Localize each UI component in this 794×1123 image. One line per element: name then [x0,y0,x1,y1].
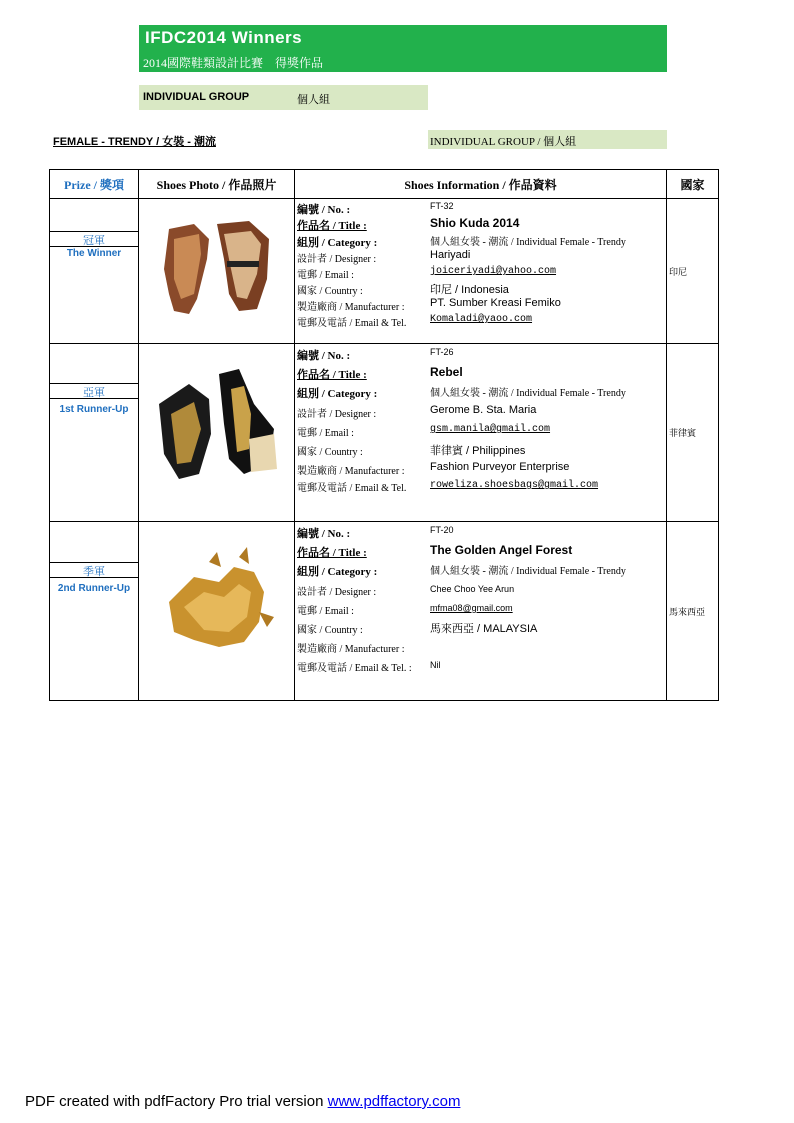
country-cell: 菲律賓 [667,344,719,522]
value-category: 個人組女裝 - 潮流 / Individual Female - Trendy [430,566,626,577]
prize-cell [50,344,139,522]
prize-cell [50,522,139,701]
footer-text: PDF created with pdfFactory Pro trial version [25,1093,328,1110]
value-manufacturer: PT. Sumber Kreasi Femiko [430,297,561,309]
header-photo: Shoes Photo / 作品照片 [139,170,295,199]
label-country: 國家 / Country : [297,447,363,458]
table-header-row [50,170,719,199]
prize-zh: 亞軍 [83,387,105,399]
value-no: FT-32 [430,201,454,211]
label-no: 編號 / No. : [297,204,351,216]
label-title: 作品名 / Title : [297,220,367,232]
label-contact: 電郵及電話 / Email & Tel. [297,483,407,494]
value-no: FT-20 [430,525,454,535]
group-label-right [428,130,667,149]
label-designer: 設計者 / Designer : [297,587,377,598]
info-cell [295,522,667,701]
country-cell: 馬來西亞 [667,522,719,701]
page-banner [139,25,667,72]
footer [25,1093,460,1110]
winners-table [49,169,719,701]
value-title: The Golden Angel Forest [430,543,573,557]
label-designer: 設計者 / Designer : [297,254,377,265]
label-manufacturer: 製造廠商 / Manufacturer : [297,644,405,655]
value-email[interactable]: joiceriyadi@yahoo.com [430,266,557,277]
table-row [50,522,719,701]
group-label-zh: 個人組 [297,94,330,106]
table-row [50,199,719,344]
shoe-photo [139,199,295,338]
group-label [139,85,428,110]
label-title: 作品名 / Title : [297,547,367,559]
label-contact: 電郵及電話 / Email & Tel. [297,318,407,329]
value-title: Rebel [430,365,463,379]
footer-link[interactable]: www.pdffactory.com [327,1093,461,1110]
info-cell [295,344,667,522]
header-prize: Prize / 獎項 [50,170,139,199]
table-row [50,344,719,522]
prize-en: 2nd Runner-Up [57,583,131,594]
value-contact[interactable]: roweliza.shoesbags@gmail.com [430,480,599,491]
label-title: 作品名 / Title : [297,369,367,381]
banner-title: IFDC2014 Winners [145,28,303,47]
value-category: 個人組女裝 - 潮流 / Individual Female - Trendy [430,388,626,399]
shoe-photo [139,344,295,516]
value-designer: Gerome B. Sta. Maria [430,404,537,416]
prize-en: 1st Runner-Up [59,404,129,415]
prize-zh: 冠軍 [83,235,105,247]
label-email: 電郵 / Email : [297,606,354,617]
label-email: 電郵 / Email : [297,270,354,281]
value-contact[interactable]: Komaladi@yaoo.com [430,314,533,325]
value-designer: Chee Choo Yee Arun [430,584,515,594]
value-contact: Nil [430,660,441,670]
shoe-photo [139,522,295,695]
banner-subtitle: 2014國際鞋類設計比賽 得獎作品 [143,56,324,70]
value-email[interactable]: mfma08@gmail.com [430,603,513,613]
label-contact: 電郵及電話 / Email & Tel. : [297,663,412,674]
label-country: 國家 / Country : [297,625,363,636]
label-category: 組別 / Category : [297,566,378,578]
photo-cell [139,522,295,701]
group-label-right-text: INDIVIDUAL GROUP / 個人組 [430,136,577,148]
prize-zh: 季軍 [83,566,105,578]
prize-cell [50,199,139,344]
value-country: 馬來西亞 / MALAYSIA [430,623,538,635]
value-country: 菲律賓 / Philippines [430,445,526,457]
value-title: Shio Kuda 2014 [430,216,520,230]
category-heading: FEMALE - TRENDY / 女裝 - 潮流 [53,136,216,148]
label-category: 組別 / Category : [297,388,378,400]
label-category: 組別 / Category : [297,237,378,249]
label-no: 編號 / No. : [297,528,351,540]
country-cell: 印尼 [667,199,719,344]
value-designer: Hariyadi [430,249,471,261]
value-manufacturer: Fashion Purveyor Enterprise [430,461,570,473]
value-country: 印尼 / Indonesia [430,284,509,296]
label-country: 國家 / Country : [297,286,363,297]
value-no: FT-26 [430,347,454,357]
value-category: 個人組女裝 - 潮流 / Individual Female - Trendy [430,237,626,248]
group-label-en: INDIVIDUAL GROUP [143,91,250,103]
prize-en: The Winner [66,248,122,259]
photo-cell [139,344,295,522]
value-email[interactable]: gsm.manila@gmail.com [430,424,551,435]
label-manufacturer: 製造廠商 / Manufacturer : [297,466,405,477]
photo-cell [139,199,295,344]
info-cell [295,199,667,344]
header-country: 國家 [667,170,719,199]
header-info: Shoes Information / 作品資料 [295,170,667,199]
label-email: 電郵 / Email : [297,428,354,439]
label-no: 編號 / No. : [297,350,351,362]
label-designer: 設計者 / Designer : [297,409,377,420]
label-manufacturer: 製造廠商 / Manufacturer : [297,302,405,313]
